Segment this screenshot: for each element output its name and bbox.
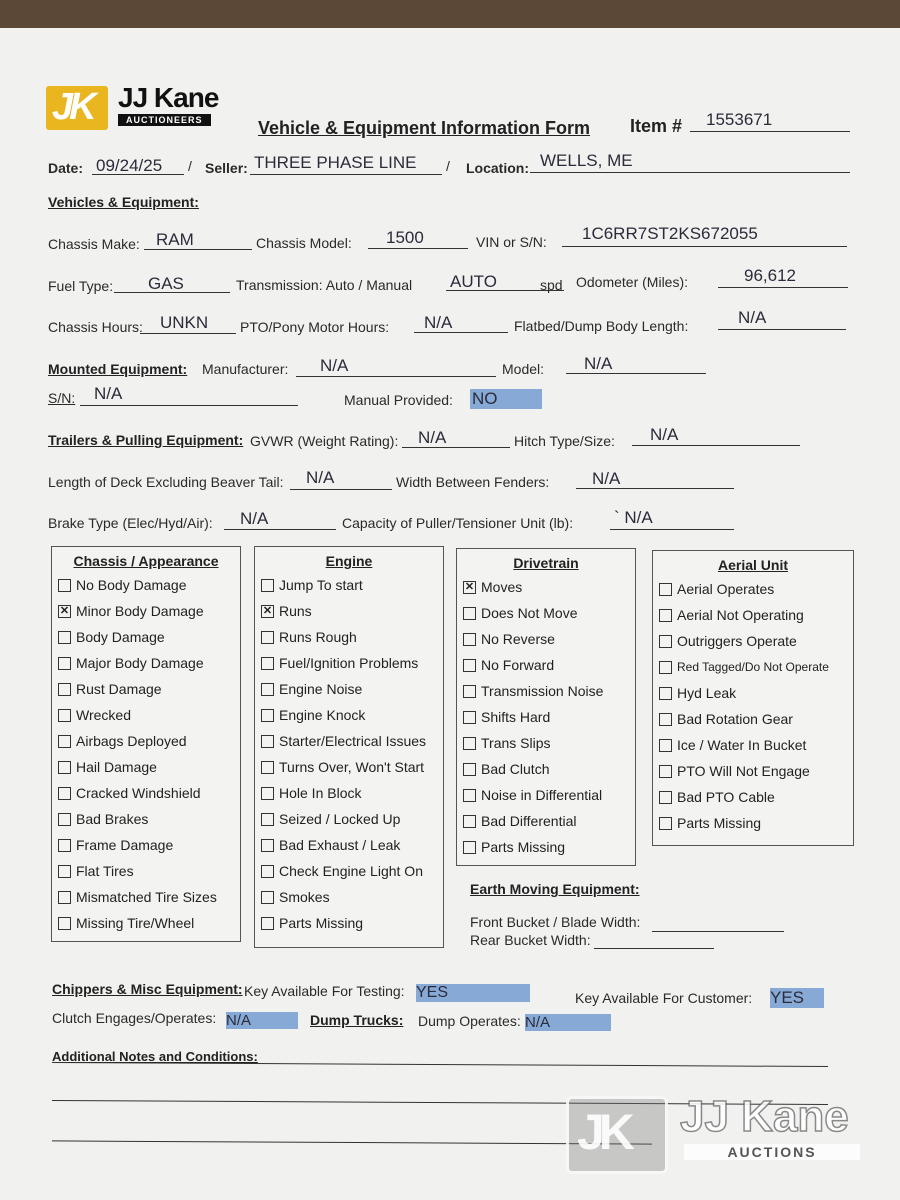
checklist-item[interactable] [653,810,853,836]
seller-label: Seller: [205,160,248,176]
checklist-item[interactable] [255,754,443,780]
pto-hours-label: PTO/Pony Motor Hours: [240,319,390,335]
dump-operates-label: Dump Operates: [418,1013,521,1029]
checklist-item[interactable] [255,624,443,650]
checklist-item[interactable] [255,702,443,728]
capacity-value[interactable]: ` N/A [614,508,653,527]
checkbox-icon[interactable] [463,841,476,854]
brake-type-label: Brake Type (Elec/Hyd/Air): [48,515,213,531]
checkbox-icon[interactable] [463,607,476,620]
checked-checkbox-icon[interactable]: ✕ [59,604,70,617]
checklist-item-label: Hyd Leak [677,685,737,701]
checklist-item-label: Rust Damage [76,681,162,697]
checklist-item[interactable] [653,706,853,732]
checklist-item[interactable] [457,600,635,626]
checkbox-icon[interactable] [58,813,71,826]
vehicles-heading: Vehicles & Equipment: [48,194,199,210]
checklist-engine [254,546,444,948]
checklist-item[interactable] [52,910,240,936]
location-label: Location: [466,160,529,176]
checkbox-icon[interactable] [261,917,274,930]
gvwr-value[interactable]: N/A [418,428,447,447]
odometer-value[interactable]: 96,612 [744,266,796,285]
capacity-label: Capacity of Puller/Tensioner Unit (lb): [342,515,574,531]
odometer-label: Odometer (Miles): [576,274,689,290]
checklist-item-label: Hail Damage [76,759,157,775]
clutch-value[interactable]: N/A [226,1012,298,1029]
checklist-item[interactable] [457,730,635,756]
checklist-item[interactable] [457,626,635,652]
checklist-item-label: Flat Tires [76,863,134,879]
location-value[interactable]: WELLS, ME [540,151,633,170]
checklist-item-label: Does Not Move [481,605,578,621]
checklist-item[interactable] [52,624,240,650]
watermark-logo [566,1096,668,1174]
checkbox-icon[interactable] [659,739,672,752]
watermark-sub: AUCTIONS [684,1144,860,1160]
checklist-item[interactable] [255,676,443,702]
checkbox-icon[interactable] [659,687,672,700]
checklist-item[interactable] [255,728,443,754]
checklist-item[interactable] [255,572,443,598]
checklist-item-label: Smokes [279,889,330,905]
checklist-item[interactable] [255,650,443,676]
checklist-item[interactable] [52,780,240,806]
flatbed-value[interactable]: N/A [738,308,767,327]
date-label: Date: [48,160,84,176]
checkbox-icon[interactable] [261,787,274,800]
chassis-hours-label: Chassis Hours: [48,319,143,335]
checklist-item[interactable] [52,598,240,624]
gvwr-label: GVWR (Weight Rating): [250,433,399,449]
checkbox-icon[interactable] [261,891,274,904]
checkbox-icon[interactable] [659,765,672,778]
deck-length-value[interactable]: N/A [306,468,335,487]
checklist-item[interactable] [255,858,443,884]
checklist-item-label: Outriggers Operate [677,633,797,649]
form-page [0,28,900,1200]
checklist-drivetrain [456,548,636,866]
checklist-item-label: Mismatched Tire Sizes [76,889,217,905]
checklist-item[interactable] [457,782,635,808]
hitch-value[interactable]: N/A [650,425,679,444]
checkbox-icon[interactable] [261,683,274,696]
checklist-item-label: Seized / Locked Up [279,811,401,827]
trailers-heading: Trailers & Pulling Equipment: [48,432,244,448]
checklist-item[interactable] [52,572,240,598]
manual-label: Manual Provided: [344,392,453,408]
checklist-item-label: Red Tagged/Do Not Operate [677,660,829,674]
form-title: Vehicle & Equipment Information Form [258,118,591,138]
checklist-item-label: Engine Noise [279,681,363,697]
fenders-value[interactable]: N/A [592,469,621,488]
checklist-item-label: Noise in Differential [481,787,603,803]
notes-heading: Additional Notes and Conditions: [52,1049,258,1064]
checklist-item[interactable] [52,676,240,702]
checklist-item[interactable] [653,576,853,602]
pto-hours-value[interactable]: N/A [424,313,453,332]
notes-line[interactable] [52,1062,828,1067]
checkbox-icon[interactable] [261,865,274,878]
jjkane-logo [46,86,108,130]
front-bucket-label: Front Bucket / Blade Width: [470,914,641,930]
checkbox-icon[interactable] [463,633,476,646]
checkbox-icon[interactable] [58,891,71,904]
checklist-item[interactable] [255,806,443,832]
checkbox-icon[interactable] [463,737,476,750]
manual-value[interactable]: NO [470,389,542,409]
checklist-item-label: Check Engine Light On [279,863,423,879]
manufacturer-label: Manufacturer: [202,361,289,377]
checkbox-icon[interactable] [58,709,71,722]
checkbox-icon[interactable] [261,709,274,722]
seller-value[interactable]: THREE PHASE LINE [254,153,417,172]
fenders-label: Width Between Fenders: [396,474,550,490]
hitch-label: Hitch Type/Size: [514,433,615,449]
checkbox-icon[interactable] [58,579,71,592]
checkbox-icon[interactable] [463,789,476,802]
checkbox-icon[interactable] [463,815,476,828]
rear-bucket-label: Rear Bucket Width: [470,932,591,948]
checkbox-icon[interactable] [261,657,274,670]
checkbox-icon[interactable] [58,865,71,878]
checklist-item[interactable] [457,834,635,860]
checklist-item-label: Bad Differential [481,813,577,829]
checklist-item-label: Hole In Block [279,785,362,801]
sn-label: S/N: [48,390,76,406]
checkbox-icon[interactable] [261,631,274,644]
date-value[interactable]: 09/24/25 [96,156,163,175]
checklist-item[interactable] [255,884,443,910]
checklist-item-label: Starter/Electrical Issues [279,733,427,749]
checklist-item-label: Runs Rough [279,629,357,645]
checklist-title: Aerial Unit [717,557,788,573]
fuel-value[interactable]: GAS [148,274,184,293]
earth-moving-heading: Earth Moving Equipment: [470,881,640,897]
checklist-item[interactable] [255,832,443,858]
item-label: Item # [630,116,683,136]
checklist-item-label: Moves [481,579,523,595]
checkbox-icon[interactable] [261,813,274,826]
checklist-item-label: Transmission Noise [481,683,604,699]
checklist-item[interactable] [457,704,635,730]
checklist-item[interactable] [653,628,853,654]
checkbox-icon[interactable] [261,839,274,852]
checklist-item[interactable] [52,728,240,754]
separator: / [446,158,450,174]
checked-checkbox-icon[interactable]: ✕ [262,604,273,617]
key-customer-label: Key Available For Customer: [575,990,753,1006]
checklist-item-label: Missing Tire/Wheel [76,915,195,931]
deck-length-label: Length of Deck Excluding Beaver Tail: [48,474,284,490]
transmission-label: Transmission: Auto / Manual [236,277,413,293]
checklist-item[interactable] [52,832,240,858]
key-testing-label: Key Available For Testing: [244,983,405,999]
checklist-item-label: Parts Missing [481,839,566,855]
checklist-item[interactable] [52,754,240,780]
checklist-chassis-appearance [51,546,241,942]
checkbox-icon[interactable] [58,761,71,774]
checklist-item[interactable] [52,702,240,728]
checklist-item-label: Cracked Windshield [76,785,201,801]
checkbox-icon[interactable] [659,661,672,674]
sn-value[interactable]: N/A [94,384,123,403]
logo-letters: JK [52,86,93,128]
checklist-item-label: Parts Missing [279,915,364,931]
checked-checkbox-icon[interactable]: ✕ [464,580,475,593]
checklist-item[interactable] [52,858,240,884]
checkbox-icon[interactable] [659,609,672,622]
checkbox-icon[interactable] [463,763,476,776]
checklist-item[interactable] [653,784,853,810]
watermark-brand: JJ Kane [680,1092,849,1141]
checkbox-icon[interactable] [58,839,71,852]
mounted-model-value[interactable]: N/A [584,354,613,373]
checkbox-icon[interactable] [58,657,71,670]
checkbox-icon[interactable] [463,685,476,698]
checklist-item[interactable] [653,680,853,706]
mounted-model-label: Model: [502,361,545,377]
vin-value[interactable]: 1C6RR7ST2KS672055 [582,224,758,243]
checklist-item-label: Ice / Water In Bucket [677,737,807,753]
chassis-model-value[interactable]: 1500 [386,228,424,247]
vin-label: VIN or S/N: [476,234,547,250]
checklist-item-label: Major Body Damage [76,655,204,671]
checklist-item[interactable] [255,598,443,624]
item-number[interactable]: 1553671 [706,110,773,129]
checklist-item-label: Body Damage [76,629,165,645]
manufacturer-value[interactable]: N/A [320,356,349,375]
checklist-item-label: Frame Damage [76,837,174,853]
spd-label: spd [540,277,563,293]
checklist-item-label: Aerial Not Operating [677,607,804,623]
chassis-hours-value[interactable]: UNKN [160,313,209,332]
key-testing-value[interactable]: YES [416,984,530,1002]
checklist-item-label: Bad Clutch [481,761,550,777]
fuel-label: Fuel Type: [48,278,114,294]
checklist-item[interactable] [255,910,443,936]
checkbox-icon[interactable] [659,791,672,804]
checkbox-icon[interactable] [58,735,71,748]
brand-name: JJ Kane [118,82,219,113]
mounted-heading: Mounted Equipment: [48,361,188,377]
chippers-heading: Chippers & Misc Equipment: [52,981,243,997]
checklist-item[interactable] [52,806,240,832]
checklist-item-label: No Forward [481,657,555,673]
checklist-item[interactable] [255,780,443,806]
checklist-item-label: Bad Brakes [76,811,149,827]
checkbox-icon[interactable] [463,711,476,724]
checklist-item-label: Wrecked [76,707,131,723]
checklist-item[interactable] [457,574,635,600]
dump-operates-value[interactable]: N/A [525,1014,611,1031]
checklist-item-label: Runs [279,603,312,619]
separator: / [188,158,192,174]
checklist-item-label: No Body Damage [76,577,187,593]
checklist-item[interactable] [457,678,635,704]
checklist-item-label: Trans Slips [481,735,551,751]
checklist-item-label: Bad Rotation Gear [677,711,793,727]
checklist-item[interactable] [457,756,635,782]
brake-type-value[interactable]: N/A [240,509,269,528]
checkbox-icon[interactable] [659,635,672,648]
checklist-item[interactable] [653,654,853,680]
checklist-aerial-unit [652,550,854,846]
checklist-item[interactable] [457,652,635,678]
checkbox-icon[interactable] [261,735,274,748]
key-customer-value[interactable]: YES [770,988,824,1008]
checkbox-icon[interactable] [58,631,71,644]
checklist-item-label: Shifts Hard [481,709,551,725]
chassis-model-label: Chassis Model: [256,235,352,251]
checklist-item[interactable] [52,884,240,910]
notes-line[interactable] [52,1140,652,1144]
checklist-item[interactable] [52,650,240,676]
checklist-item[interactable] [653,732,853,758]
checkbox-icon[interactable] [261,761,274,774]
checklist-item[interactable] [457,808,635,834]
checklist-item-label: Minor Body Damage [76,603,204,619]
checklist-title: Chassis / Appearance [73,553,219,569]
checklist-item-label: Engine Knock [279,707,366,723]
watermark-letters: JK [577,1104,629,1160]
transmission-value[interactable]: AUTO [450,272,497,291]
checkbox-icon[interactable] [463,659,476,672]
checklist-item[interactable] [653,602,853,628]
checklist-item-label: Turns Over, Won't Start [279,759,425,775]
checkbox-icon[interactable] [58,683,71,696]
checkbox-icon[interactable] [659,583,672,596]
checklist-item-label: Aerial Operates [677,581,775,597]
checklist-item-label: Fuel/Ignition Problems [279,655,419,671]
checkbox-icon[interactable] [659,713,672,726]
checkbox-icon[interactable] [261,579,274,592]
checkbox-icon[interactable] [58,917,71,930]
checklist-item-label: Jump To start [279,577,363,593]
checklist-item-label: No Reverse [481,631,555,647]
checklist-item-label: Airbags Deployed [76,733,187,749]
checklist-item-label: Bad PTO Cable [677,789,775,805]
flatbed-label: Flatbed/Dump Body Length: [514,318,689,334]
checklist-title: Engine [325,553,373,569]
checkbox-icon[interactable] [659,817,672,830]
checklist-item[interactable] [653,758,853,784]
clutch-label: Clutch Engages/Operates: [52,1010,217,1026]
chassis-make-label: Chassis Make: [48,236,140,252]
dump-trucks-heading: Dump Trucks: [310,1012,404,1028]
checkbox-icon[interactable] [58,787,71,800]
checklist-item-label: PTO Will Not Engage [677,763,810,779]
checklist-title: Drivetrain [513,555,579,571]
checklist-item-label: Parts Missing [677,815,762,831]
chassis-make-value[interactable]: RAM [156,230,194,249]
brand-sub: AUCTIONEERS [118,114,211,126]
checklist-item-label: Bad Exhaust / Leak [279,837,401,853]
